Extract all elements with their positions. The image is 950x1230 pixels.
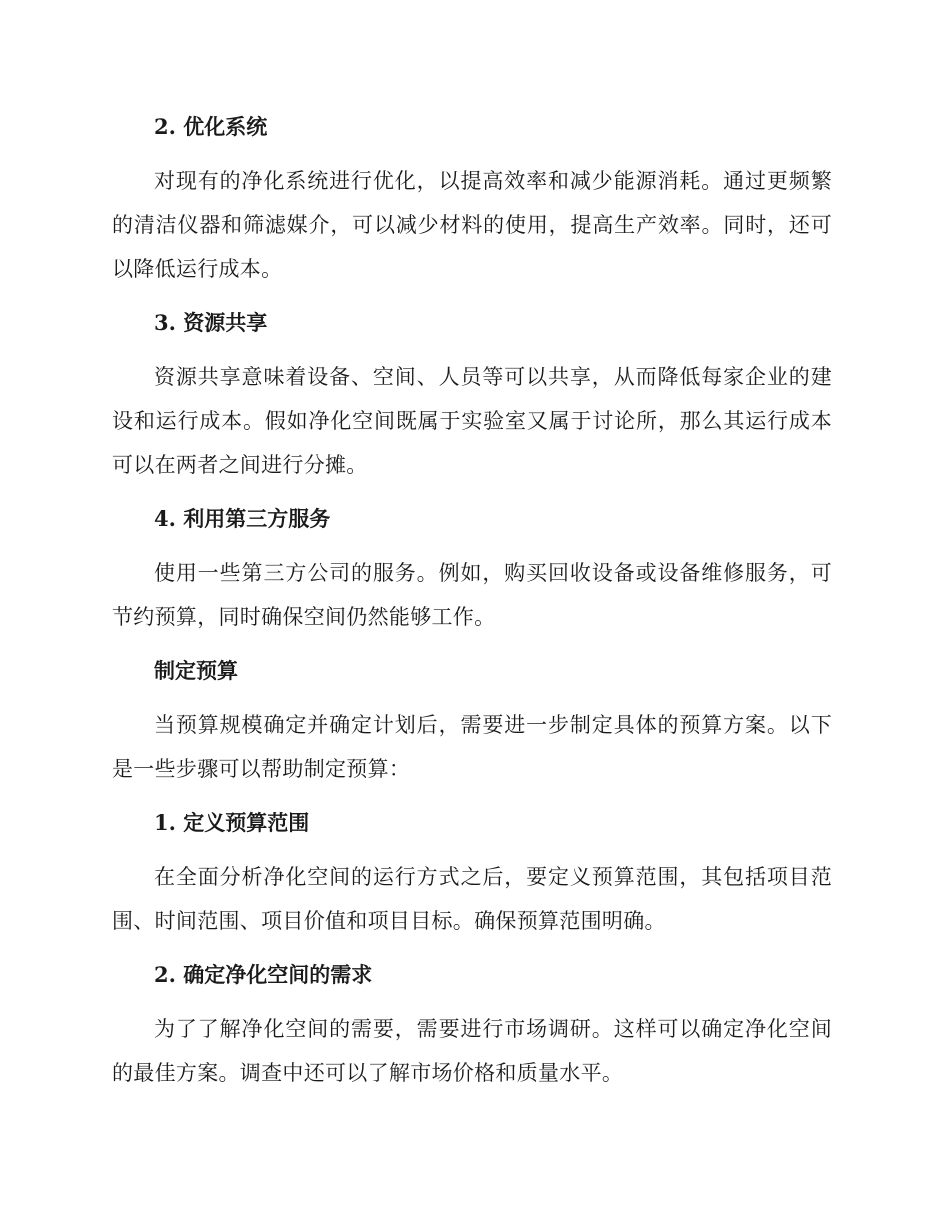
section-heading-optimize-system: 2. 优化系统 bbox=[154, 114, 268, 139]
section-heading-make-budget: 制定预算 bbox=[154, 658, 238, 683]
section-heading-third-party-services: 4. 利用第三方服务 bbox=[154, 506, 331, 531]
section-heading-clean-space-needs: 2. 确定净化空间的需求 bbox=[154, 962, 373, 987]
paragraph-make-budget: 当预算规模确定并确定计划后，需要进一步制定具体的预算方案。以下是一些步骤可以帮助制定预算： bbox=[112, 713, 832, 781]
section-heading-resource-sharing: 3. 资源共享 bbox=[154, 310, 268, 335]
paragraph-clean-space-needs: 为了了解净化空间的需要，需要进行市场调研。这样可以确定净化空间的最佳方案。调查中还可以了解市场价格和质量水平。 bbox=[112, 1017, 832, 1085]
document-page bbox=[112, 107, 832, 1107]
paragraph-third-party-services: 使用一些第三方公司的服务。例如，购买回收设备或设备维修服务，可节约预算，同时确保空间仍然能够工作。 bbox=[112, 561, 832, 629]
paragraph-optimize-system: 对现有的净化系统进行优化，以提高效率和减少能源消耗。通过更频繁的清洁仪器和筛滤媒介，可以减少材料的使用，提高生产效率。同时，还可以降低运行成本。 bbox=[112, 169, 832, 281]
paragraph-define-budget-scope: 在全面分析净化空间的运行方式之后，要定义预算范围，其包括项目范围、时间范围、项目价值和项目目标。确保预算范围明确。 bbox=[112, 865, 832, 933]
section-heading-define-budget-scope: 1. 定义预算范围 bbox=[154, 810, 310, 835]
paragraph-resource-sharing: 资源共享意味着设备、空间、人员等可以共享，从而降低每家企业的建设和运行成本。假如净化空间既属于实验室又属于讨论所，那么其运行成本可以在两者之间进行分摊。 bbox=[112, 365, 832, 477]
